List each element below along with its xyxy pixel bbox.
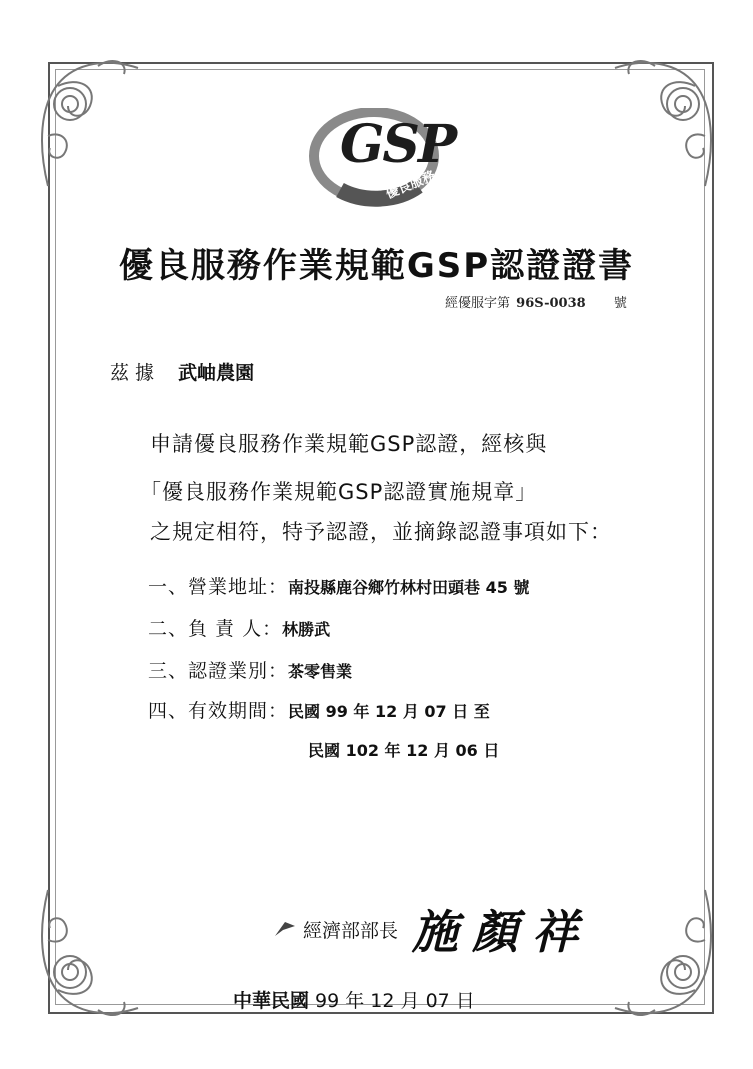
item-value: 茶零售業 — [288, 662, 353, 681]
validity-end-value: 民國 102 年 12 月 06 日 — [308, 741, 500, 760]
minister-name: 施顏祥 — [412, 905, 593, 959]
gsp-logo-text: GSP — [340, 114, 456, 175]
body-line-2: 「優良服務作業規範GSP認證實施規章」 — [140, 480, 538, 504]
certificate-title: 優良服務作業規範GSP認證證書 — [118, 246, 635, 286]
body-line-3: 之規定相符，特予認證，並摘錄認證事項如下： — [150, 520, 612, 544]
ornament-top-right — [605, 46, 725, 196]
item-validity-period — [148, 696, 490, 723]
certificate-number-prefix: 經優服字第 — [445, 296, 511, 311]
recipient-name: 武岫農園 — [178, 362, 255, 384]
ministry-title: 經濟部部長 — [303, 919, 399, 942]
certificate-number-value: 96S-0038 — [516, 296, 586, 311]
issue-date — [233, 986, 475, 1013]
item-label: 四、有效期間： — [148, 700, 289, 722]
item-value: 林勝武 — [282, 620, 331, 639]
ornament-top-left — [28, 46, 148, 196]
item-label: 一、營業地址： — [148, 576, 289, 598]
recipient-prefix: 茲據 — [110, 362, 161, 384]
certificate-number — [445, 292, 627, 311]
recipient — [110, 358, 254, 385]
item-value: 南投縣鹿谷鄉竹林村田頭巷 45 號 — [288, 578, 530, 597]
ornament-bottom-left — [28, 880, 148, 1030]
item-responsible-person — [148, 614, 330, 641]
gsp-logo-band-text: 優良服務 — [383, 168, 438, 203]
issue-date-value: 99 年 12 月 07 日 — [309, 990, 475, 1012]
certificate-number-suffix: 號 — [613, 296, 627, 311]
item-label: 三、認證業別： — [148, 660, 289, 682]
item-value: 民國 99 年 12 月 07 日 至 — [288, 702, 490, 721]
gsp-logo — [300, 108, 460, 218]
item-business-address — [148, 572, 529, 599]
issue-date-label: 中華民國 — [233, 990, 310, 1012]
item-label: 二、負 責 人： — [148, 618, 283, 640]
item-business-category — [148, 656, 352, 683]
validity-end-date — [308, 738, 499, 761]
body-line-1: 申請優良服務作業規範GSP認證，經核與 — [150, 432, 548, 456]
ornament-bottom-right — [605, 880, 725, 1030]
minister-signature-block — [273, 896, 592, 962]
ministry-logo-icon — [273, 920, 297, 938]
